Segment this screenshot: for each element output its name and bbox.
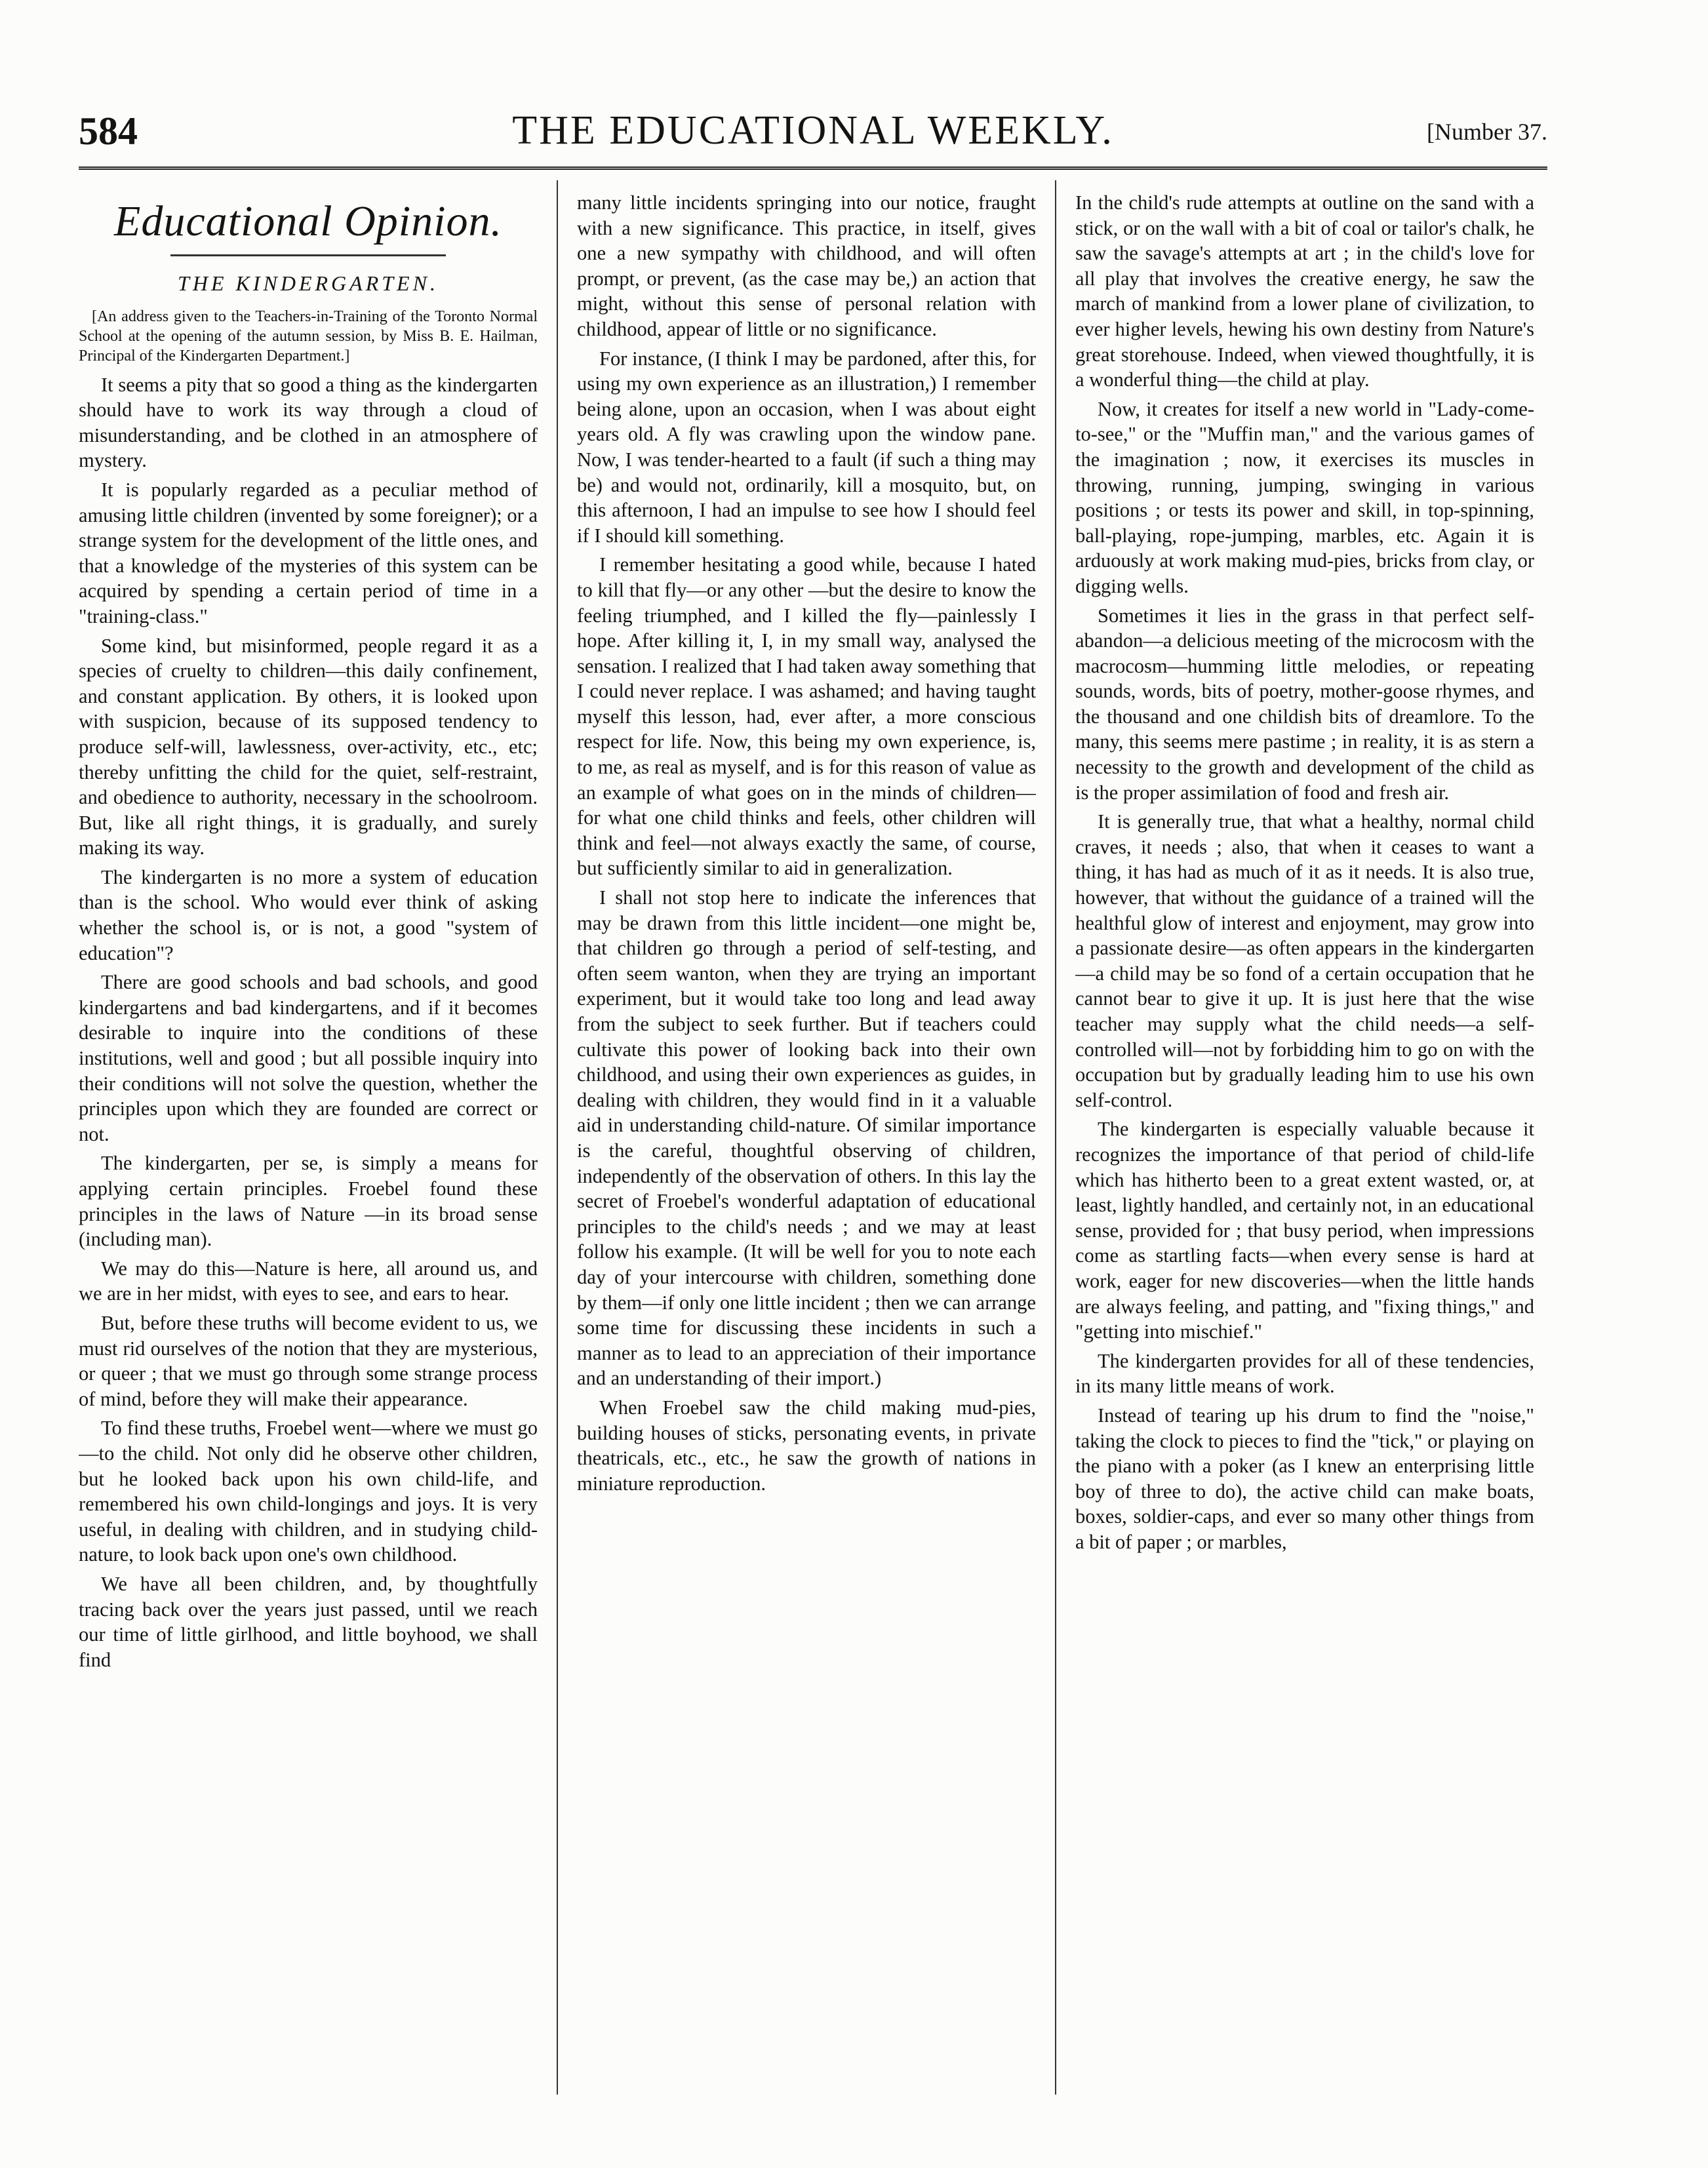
paragraph: It seems a pity that so good a thing as the kindergarten should have to work its way through a cloud of misunderstanding, and be clothed in an atmosphere of mystery.: [79, 373, 538, 472]
paragraph: The kindergarten, per se, is simply a means for applying certain principles. Froebel found these principles in the laws of Nature —in its broad sense (including man).: [79, 1152, 538, 1251]
paragraph: When Froebel saw the child making mud-pies, building houses of sticks, personating events, in private theatricals, etc., etc., he saw the growth of nations in miniature reproduction.: [577, 1396, 1036, 1495]
issue-number: [Number 37.: [1427, 119, 1547, 145]
editor-note: [An address given to the Teachers-in-Training of the Toronto Normal School at the opening of the autumn session, by Miss B. E. Hailman, Principal of the Kindergarten Department.]: [79, 307, 538, 365]
paragraph: In the child's rude attempts at outline on the sand with a stick, or on the wall with a bit of coal or tailor's chalk, he saw the savage's attempts at art ; in the child's love for all play that involves the creative energy, he saw the march of mankind from a lower plane of civilization, to ever higher levels, hewing his own destiny from Nature's great storehouse. Indeed, when viewed thoughtfully, it is a wonderful thing—the child at play.: [1075, 191, 1534, 391]
page-number: 584: [79, 109, 138, 153]
paragraph: I shall not stop here to indicate the inferences that may be drawn from this little incident—one might be, that children go through a period of self-testing, and often seem wanton, when they are trying an important experiment, but it would take too long and lead away from the subject to seek further. But if teachers could cultivate this power of looking back into their own childhood, and using their own experiences as guides, in dealing with children, they would find in it a valuable aid in understanding child-nature. Of similar importance is the careful, thoughtful observing of children, independently of the observation of others. In this lay the secret of Froebel's wonderful adaptation of educational principles to the child's needs ; and we may at least follow his example. (It will be well for you to note each day of your intercourse with children, something done by them—if only one little incident ; then we can arrange some time for discussing these incidents in such a manner as to lead to an appreciation of their importance and an understanding of their import.): [577, 886, 1036, 1390]
column-1-body: [79, 372, 538, 1673]
paragraph: For instance, (I think I may be pardoned, after this, for using my own experience as an illustration,) I remember being alone, upon an occasion, when I was about eight years old. A fly was crawling upon the window pane. Now, I was tender-hearted to a fault (if such a thing may be) and would not, ordinarily, kill a mosquito, but, on this afternoon, I had an impulse to see how I should feel if I should kill something.: [577, 347, 1036, 547]
paragraph: The kindergarten is no more a system of education than is the school. Who would ever think of asking whether the school is, or is not, a good "system of education"?: [79, 865, 538, 964]
section-rule: [170, 254, 446, 256]
column-1: [79, 190, 538, 2098]
paragraph: It is popularly regarded as a peculiar method of amusing little children (invented by some foreigner); or a strange system for the development of the little ones, and that a knowledge of the mysteries of this system can be acquired by spending a certain period of time in a "training-class.": [79, 478, 538, 627]
paragraph: many little incidents springing into our notice, fraught with a new significance. This practice, in itself, gives one a new sympathy with childhood, and will often prompt, or prevent, (as the case may be,) an action that might, without this sense of personal relation with childhood, appear of little or no significance.: [577, 191, 1036, 340]
paragraph: But, before these truths will become evident to us, we must rid ourselves of the notion that they are mysterious, or queer ; that we must go through some strange process of mind, before they will make their appearance.: [79, 1311, 538, 1410]
column-2-body: [577, 190, 1036, 1496]
paragraph: The kindergarten provides for all of these tendencies, in its many little means of work.: [1075, 1349, 1534, 1398]
column-3-body: [1075, 190, 1534, 1554]
paragraph: The kindergarten is especially valuable because it recognizes the importance of that period of child-life which has hitherto been to a great extent wasted, or, at least, lightly handled, and certainly not, in an educational sense, provided for ; that busy period, when impressions come as startling facts—when every sense is hard at work, eager for new discoveries—when the little hands are always feeling, and patting, and "fixing things," and "getting into mischief.": [1075, 1118, 1534, 1343]
paragraph: Sometimes it lies in the grass in that perfect self-abandon—a delicious meeting of the microcosm with the macrocosm—humming little melodies, or repeating sounds, words, bits of poetry, mother-goose rhymes, and the thousand and one childish bits of dreamlore. To the many, this seems mere pastime ; in reality, it is as stern a necessity to the growth and development of the child as is the proper assimilation of food and fresh air.: [1075, 604, 1534, 804]
column-divider: [557, 180, 558, 2095]
article-title: THE KINDERGARTEN.: [178, 271, 439, 295]
paragraph: Now, it creates for itself a new world in "Lady-come-to-see," or the "Muffin man," and the various games of the imagination ; now, it exercises its muscles in throwing, running, jumping, swinging in various positions ; or tests its power and skill, in top-spinning, ball-playing, rope-jumping, marbles, etc. Again it is arduously at work making mud-pies, bricks from clay, or digging wells.: [1075, 397, 1534, 597]
paragraph: Instead of tearing up his drum to find the "noise," taking the clock to pieces to find the "tick," or playing on the piano with a poker (as I knew an enterprising little boy of three to do), the active child can make boats, boxes, soldier-caps, and ever so many other things from a bit of paper ; or marbles,: [1075, 1404, 1534, 1553]
paragraph: Some kind, but misinformed, people regard it as a species of cruelty to children—this daily confinement, and constant application. By others, it is looked upon with suspicion, because of its supposed tendency to produce self-will, lawlessness, over-activity, etc., etc; thereby unfitting the child for the quiet, self-restraint, and obedience to authority, necessary in the schoolroom. But, like all right things, it is gradually, and surely making its way.: [79, 634, 538, 859]
journal-title: THE EDUCATIONAL WEEKLY.: [512, 108, 1114, 153]
column-3: [1075, 190, 1534, 2098]
paragraph: There are good schools and bad schools, and good kindergartens and bad kindergartens, and if it becomes desirable to inquire into the conditions of these institutions, well and good ; but all possible inquiry into their conditions will not solve the question, whether the principles upon which they are founded are correct or not.: [79, 971, 538, 1145]
column-divider: [1055, 180, 1056, 2095]
column-2: [577, 190, 1036, 2098]
paragraph: We may do this—Nature is here, all around us, and we are in her midst, with eyes to see, and ears to hear.: [79, 1257, 538, 1305]
page-header: [79, 104, 1547, 156]
paragraph: We have all been children, and, by thoughtfully tracing back over the years just passed, until we reach our time of little girlhood, and little boyhood, we shall find: [79, 1572, 538, 1671]
paragraph: To find these truths, Froebel went—where we must go—to the child. Not only did he observe other children, but he looked back upon his own child-life, and remembered his own child-longings and joys. It is very useful, in dealing with children, and in studying child-nature, to look back upon one's own childhood.: [79, 1417, 538, 1566]
paragraph: I remember hesitating a good while, because I hated to kill that fly—or any other —but the desire to know the feeling triumphed, and I killed the fly—painlessly I hope. After killing it, I, in my small way, analysed the sensation. I realized that I had taken away something that I could never replace. I was ashamed; and having taught myself this lesson, had, ever after, a more conscious respect for life. Now, this being my own experience, is, to me, as real as myself, and is for this reason of value as an example of what goes on in the minds of children—for what one child thinks and feels, other children will think and feel—not always exactly the same, of course, but sufficiently similar to aid in generalization.: [577, 553, 1036, 880]
paragraph: It is generally true, that what a healthy, normal child craves, it needs ; also, that when it ceases to want a thing, it has had as much of it as it needs. It is also true, however, that without the guidance of a trained will the healthful glow of interest and enjoyment, may grow into a passionate desire—as often appears in the kindergarten—a child may be so fond of a certain occupation that he cannot bear to give it up. It is just here that the wise teacher may supply what the child needs—a self-controlled will—not by forbidding him to go on with the occupation but by gradually leading him to use his own self-control.: [1075, 810, 1534, 1111]
header-rule: [79, 167, 1547, 170]
section-title: Educational Opinion.: [114, 197, 502, 245]
